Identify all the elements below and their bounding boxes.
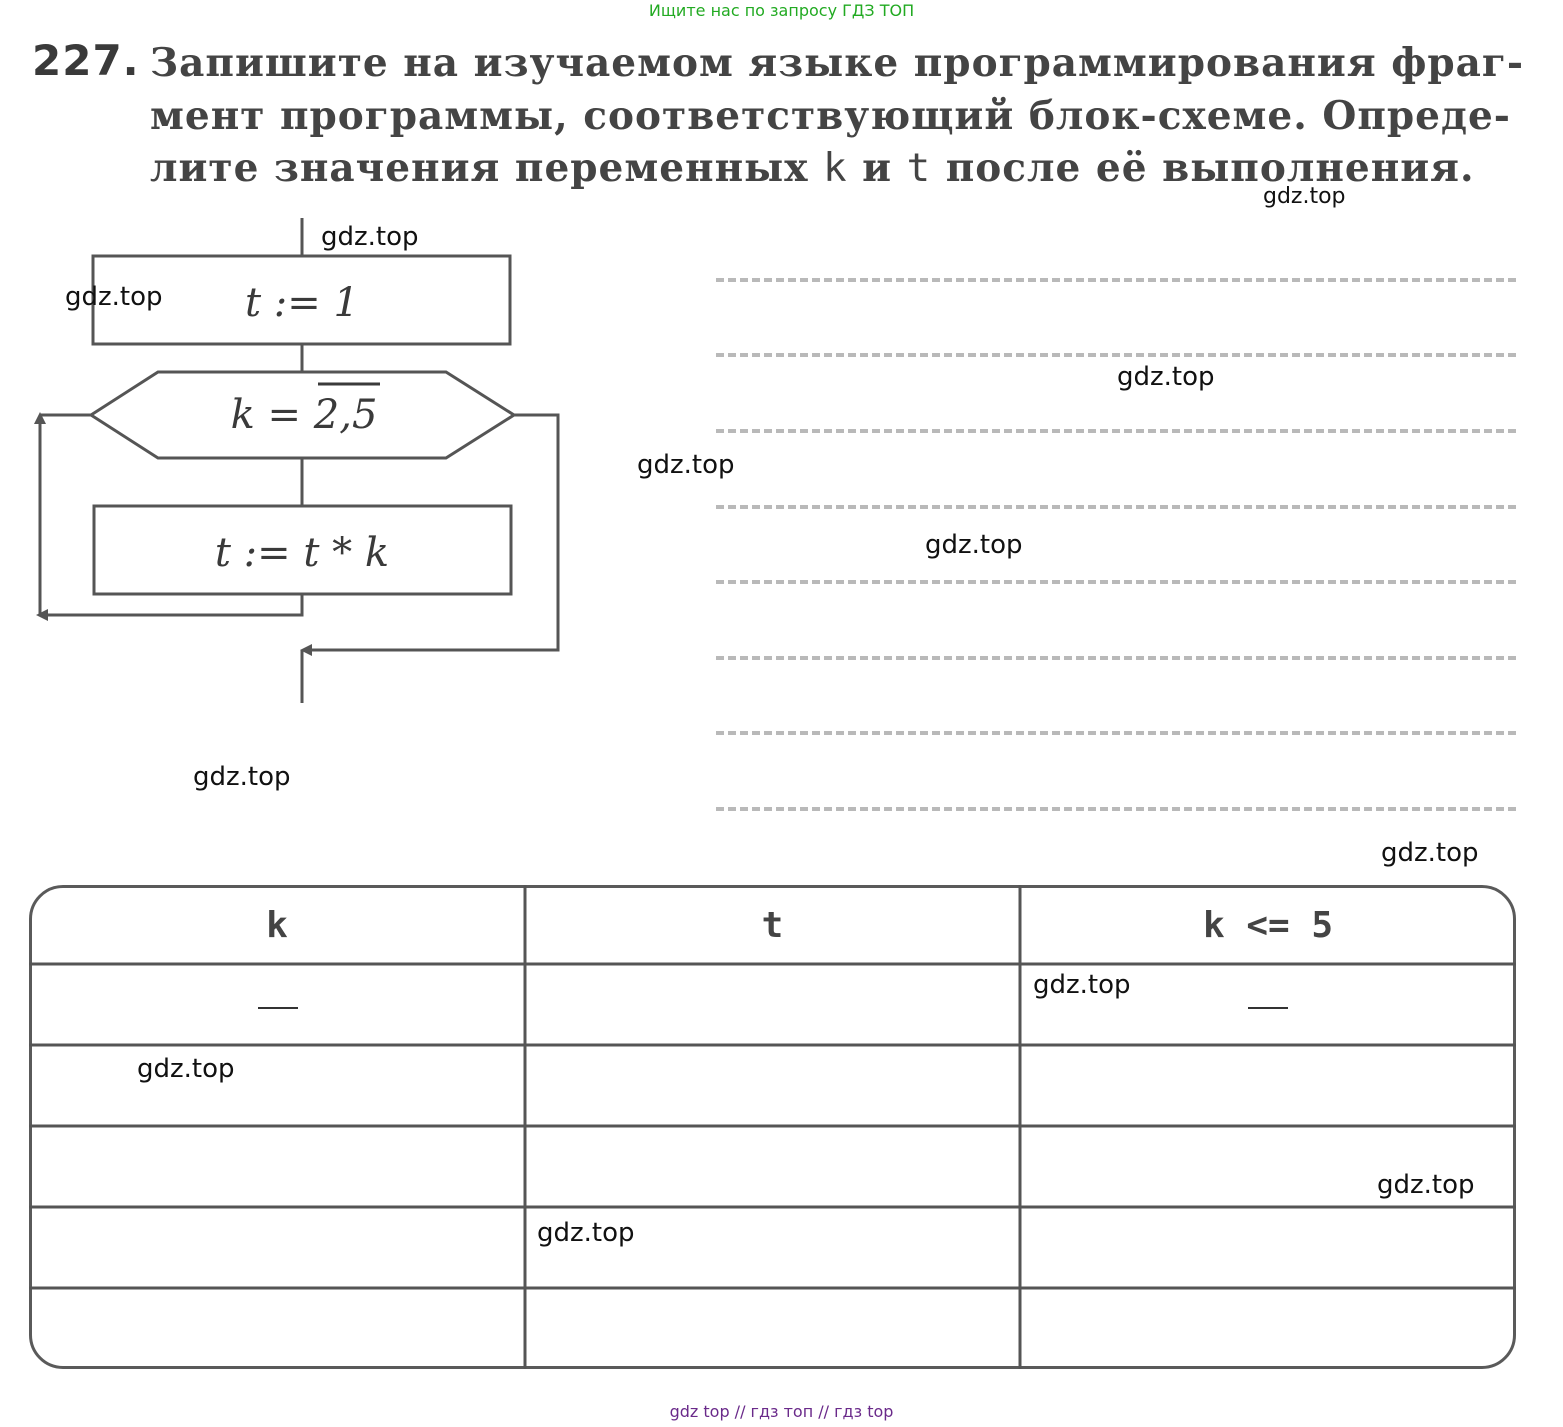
answer-line[interactable]: [716, 353, 1516, 357]
table-cell-t-row-1[interactable]: [526, 966, 1019, 1044]
answer-line[interactable]: [716, 656, 1516, 660]
trace-table-grid: [29, 885, 1516, 1369]
watermark: gdz.top: [1033, 970, 1131, 1000]
conjunction: и: [847, 145, 907, 191]
task-text-line-3-end: после её выполнения.: [931, 145, 1475, 191]
watermark: gdz.top: [321, 222, 419, 252]
watermark: gdz.top: [637, 450, 735, 480]
footer-links[interactable]: gdz top // гдз топ // гдз top: [669, 1402, 894, 1421]
watermark: gdz.top: [537, 1218, 635, 1248]
body-label: t := t * k: [214, 530, 390, 576]
answer-line[interactable]: [716, 505, 1516, 509]
watermark: gdz.top: [1377, 1170, 1475, 1200]
init-label: t := 1: [245, 280, 359, 326]
watermark: gdz.top: [1381, 838, 1479, 868]
watermark: gdz.top: [193, 762, 291, 792]
answer-line[interactable]: [716, 580, 1516, 584]
column-header-condition: k <= 5: [1202, 905, 1334, 946]
return-line: [70, 594, 302, 615]
task-text-line-1: Запишите на изучаемом языке программирования фраг-: [150, 40, 1525, 86]
watermark: gdz.top: [925, 530, 1023, 560]
variable-t: t: [906, 146, 932, 191]
task-number: 227.: [32, 36, 140, 85]
top-banner[interactable]: Ищите нас по запросу ГДЗ ТОП: [648, 1, 915, 20]
answer-line[interactable]: [716, 731, 1516, 735]
answer-line[interactable]: [716, 278, 1516, 282]
watermark: gdz.top: [1117, 362, 1215, 392]
column-header-k: k: [266, 905, 288, 946]
loop-label: k = 2,5: [230, 392, 378, 438]
column-header-t: t: [761, 905, 784, 946]
task-text-line-3-start: лите значения переменных: [150, 145, 824, 191]
watermark: gdz.top: [1263, 184, 1346, 209]
answer-line[interactable]: [716, 807, 1516, 811]
task-text-line-2: мент программы, соответствующий блок-схеме. Опреде-: [150, 93, 1511, 139]
watermark: gdz.top: [65, 282, 163, 312]
table-cell-k-row-1[interactable]: [30, 966, 524, 1044]
watermark: gdz.top: [137, 1054, 235, 1084]
variable-k: k: [823, 146, 848, 191]
flowchart: [0, 0, 620, 720]
answer-line[interactable]: [716, 429, 1516, 433]
